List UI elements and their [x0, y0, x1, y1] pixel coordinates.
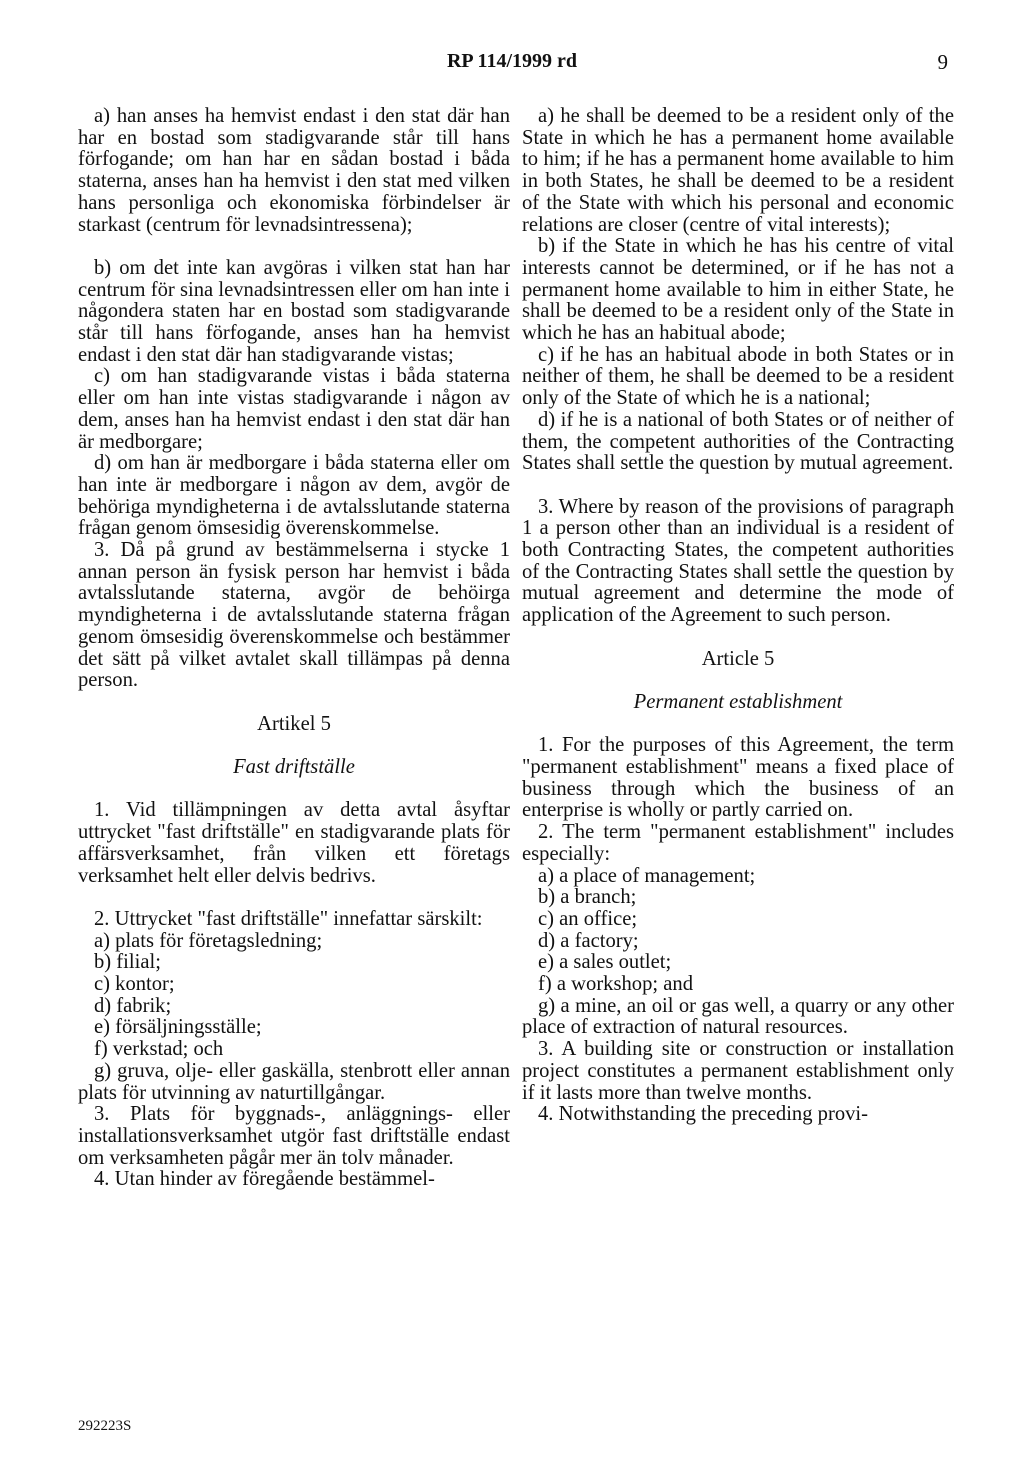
list-item: g) a mine, an oil or gas well, a quarry or any other place of extraction of natural resources. — [522, 994, 954, 1039]
paragraph: a) he shall be deemed to be a resident only of the State in which he has a permanent home available to him; if he has a permanent home available to him in both States, he shall be deemed to be a resident of the State with which his personal and economic relations are closer (centre of vital interests); — [522, 105, 954, 236]
paragraph: 3. Då på grund av bestämmelserna i stycke 1 annan person än fysisk person har hemvist i båda avtalsslutande staterna, avgör de behöirga myndigheterna i de avtalsslutande staterna frågan genom ömsesidig överenskommelse och bestämmer det sätt på vilket avtalet skall tillämpas på denna person. — [78, 539, 510, 692]
article-subheading: Permanent establishment — [633, 690, 843, 713]
list-item: e) försäljningsställe; — [94, 1016, 262, 1039]
article-heading: Article 5 — [701, 647, 775, 670]
paragraph: b) om det inte kan avgöras i vilken stat han har centrum för sina levnadsintressen eller om han inte i någondera staten har en bostad som stadigvarande står till hans förfogande, anses han ha hemvist endast i den stat där han stadigvarande vistas; — [78, 256, 510, 366]
list-item: g) gruva, olje- eller gaskälla, stenbrott eller annan plats för utvinning av naturtillgångar. — [78, 1059, 510, 1104]
list-item: f) verkstad; och — [94, 1038, 224, 1061]
list-item: c) an office; — [538, 907, 638, 930]
english-column — [522, 106, 954, 1126]
paragraph: 3. Where by reason of the provisions of paragraph 1 a person other than an individual is a resident of both Contracting States, the competent authorities of the Contracting States shall settle the question by mutual agreement and determine the mode of application of the Agreement to such person. — [522, 495, 954, 627]
paragraph: c) om han stadigvarande vistas i båda staterna eller om han inte vistas stadigvarande i någon av dem, anses han ha hemvist endast i den stat där han är medborgare; — [78, 365, 510, 453]
paragraph: 4. Utan hinder av föregående bestämmel- — [94, 1168, 435, 1191]
paragraph: 4. Notwithstanding the preceding provi- — [538, 1103, 869, 1126]
paragraph: 3. Plats för byggnads-, anläggnings- eller installationsverksamhet utgör fast driftställe endast om verksamheten pågår mer än tolv månader. — [78, 1103, 510, 1169]
paragraph: c) if he has an habitual abode in both States or in neither of them, he shall be deemed to be a resident only of the State of which he is a national; — [522, 343, 954, 410]
paragraph: a) han anses ha hemvist endast i den stat där han har en bostad som stadigvarande står till hans förfogande; om han har en sådan bostad i båda staterna, anses han ha hemvist i den stat med vilken hans personliga och ekonomiska förbindelser är starkast (centrum för levnadsintressena); — [78, 105, 510, 236]
list-item: e) a sales outlet; — [538, 951, 672, 974]
paragraph: 3. A building site or construction or installation project constitutes a permanent establishment only if it lasts more than twelve months. — [522, 1038, 954, 1104]
paragraph: 1. For the purposes of this Agreement, the term "permanent establishment" means a fixed place of business through which the business of an enterprise is wholly or partly carried on. — [522, 734, 954, 822]
definition-list — [78, 931, 510, 1105]
page-number: 9 — [937, 50, 948, 74]
list-item: d) fabrik; — [94, 994, 172, 1017]
article-subheading: Fast driftställe — [233, 756, 355, 779]
document-id: RP 114/1999 rd — [446, 50, 577, 72]
paragraph: d) if he is a national of both States or of neither of them, the competent authorities of the Contracting States shall settle the question by mutual agreement. — [522, 408, 954, 475]
list-item: f) a workshop; and — [538, 973, 693, 996]
list-item: b) filial; — [94, 951, 161, 974]
list-item: b) a branch; — [538, 886, 637, 909]
definition-list — [522, 866, 954, 1040]
page-header — [0, 50, 1024, 80]
list-item: a) plats för företagsledning; — [94, 929, 323, 952]
article-heading: Artikel 5 — [257, 712, 331, 735]
paragraph: 2. Uttrycket "fast driftställe" innefattar särskilt: — [94, 907, 483, 930]
paragraph: 1. Vid tillämpningen av detta avtal åsyftar uttrycket "fast driftställe" en stadigvarande plats för affärsverksamhet, från vilken ett företags verksamhet helt eller delvis bedrivs. — [78, 799, 510, 887]
list-item: d) a factory; — [538, 929, 639, 952]
list-item: a) a place of management; — [538, 864, 756, 887]
swedish-column — [78, 106, 510, 1191]
footer-code: 292223S — [78, 1418, 132, 1434]
list-item: c) kontor; — [94, 973, 175, 996]
paragraph: d) om han är medborgare i båda staterna eller om han inte är medborgare i någon av dem, avgör de behöriga myndigheterna i de avtalsslutande staterna frågan genom ömsesidig överenskommelse. — [78, 452, 510, 540]
paragraph: b) if the State in which he has his centre of vital interests cannot be determined, or if he has not a permanent home available to him in either State, he shall be deemed to be a resident only of the State in which he has an habitual abode; — [522, 235, 954, 345]
paragraph: 2. The term "permanent establishment" includes especially: — [522, 821, 954, 865]
